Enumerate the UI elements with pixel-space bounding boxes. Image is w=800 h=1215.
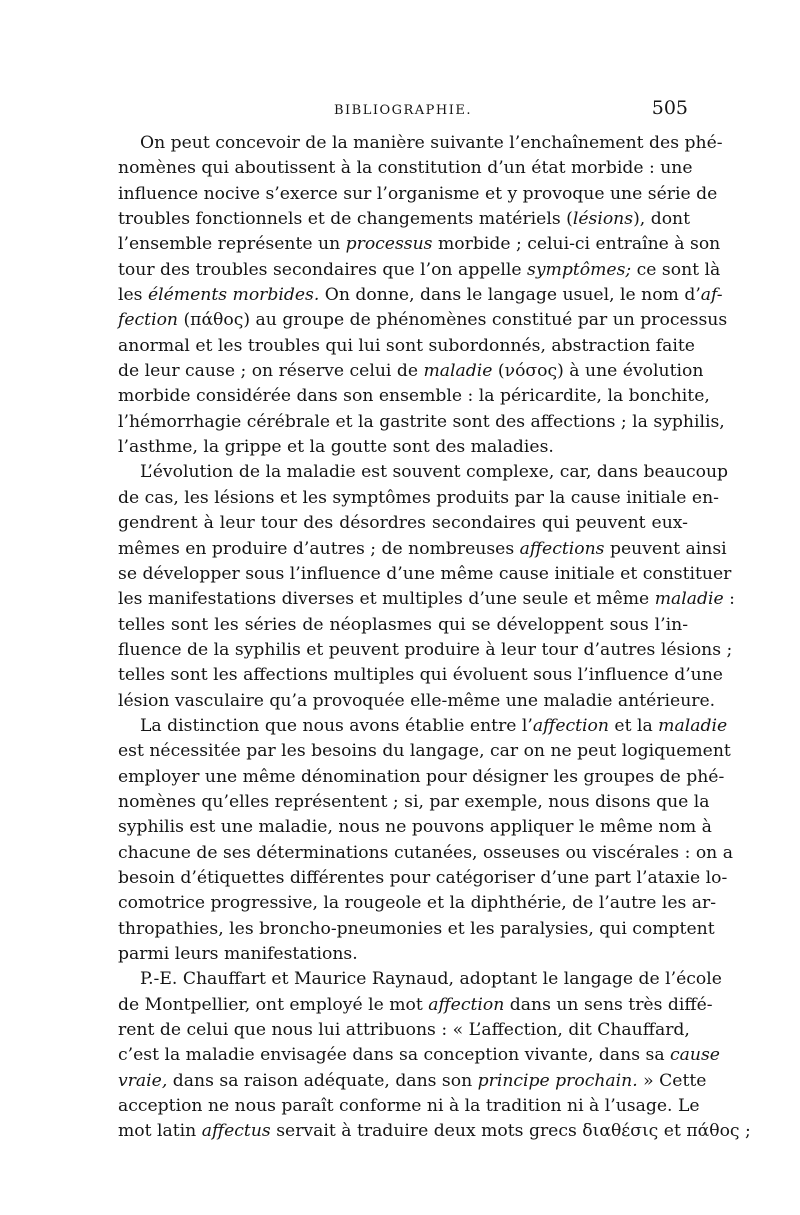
italic-term: affectus (201, 1121, 271, 1142)
text-line (118, 410, 725, 435)
text-line (118, 435, 688, 460)
text-line (118, 308, 728, 333)
text-line (118, 689, 716, 714)
text-line (118, 663, 723, 688)
text-run: On peut concevoir de la manière suivante l’enchaînement des phé- (140, 133, 723, 153)
text-run: : (723, 589, 735, 610)
text-run: comotrice progressive, la rougeole et la diphthérie, de l’autre les ar- (118, 893, 717, 914)
text-run: L’évolution de la maladie est souvent complexe, car, dans beaucoup (140, 462, 729, 483)
text-line (118, 638, 733, 663)
text-line (118, 866, 728, 891)
text-line (118, 156, 693, 181)
text-line (118, 841, 733, 866)
text-run: mot latin (118, 1121, 202, 1142)
italic-term: maladie (658, 715, 728, 736)
page-number: 505 (651, 97, 688, 119)
text-run: l’hémorrhagie cérébrale et la gastrite sont des affections ; la syphilis, (118, 411, 725, 432)
text-line (118, 486, 719, 511)
text-run: est nécessitée par les besoins du langage, car on ne peut logiquement (118, 741, 731, 762)
text-run: dans un sens très diffé- (504, 994, 713, 1015)
text-line (118, 587, 735, 612)
text-run: lésion vasculaire qu’a provoquée elle-même une maladie antérieure. (118, 690, 716, 711)
italic-term: affection (532, 715, 609, 736)
body-text (118, 131, 751, 1145)
text-run: thropathies, les broncho-pneumonies et les paralysies, qui comptent (118, 918, 715, 939)
text-run: servait à traduire deux mots grecs διαθέσις et πάθος ; (270, 1121, 751, 1142)
text-line (118, 942, 688, 967)
text-run: les (118, 285, 148, 306)
text-run: peuvent ainsi (604, 538, 727, 559)
text-run: c’est la maladie envisagée dans sa conception vivante, dans sa (118, 1045, 671, 1066)
text-run: l’ensemble représente un (118, 234, 346, 255)
text-line (118, 1018, 688, 1043)
text-run: de Montpellier, ont employé le mot (118, 994, 429, 1015)
text-run: et la (608, 715, 659, 736)
text-line (118, 790, 710, 815)
paragraph (118, 460, 735, 713)
text-line (118, 917, 715, 942)
italic-term: lésions (572, 209, 634, 230)
text-run: de cas, les lésions et les symptômes produits par la cause initiale en- (118, 487, 719, 508)
italic-term: processus (345, 234, 433, 255)
text-run: (νόσος) à une évolution (492, 361, 704, 382)
italic-term: cause (670, 1045, 720, 1066)
text-line (118, 815, 712, 840)
text-run: » Cette (637, 1070, 707, 1091)
text-run: rent de celui que nous lui attribuons : « L’affection, dit Chauffard, (118, 1020, 690, 1041)
text-run: fluence de la syphilis et peuvent produire à leur tour d’autres lésions ; (118, 639, 733, 660)
text-run: syphilis est une maladie, nous ne pouvons appliquer le même nom à (118, 817, 712, 838)
page-header (118, 97, 688, 123)
text-run: ce sont là (631, 259, 721, 280)
text-line (118, 891, 717, 916)
paragraph (118, 967, 751, 1144)
text-line (118, 258, 721, 283)
text-run: P.-E. Chauffart et Maurice Raynaud, adoptant le langage de l’école (140, 969, 722, 990)
italic-term: affection (428, 994, 505, 1015)
text-run: acception ne nous paraît conforme ni à la tradition ni à l’usage. Le (118, 1096, 700, 1117)
paragraph (118, 714, 733, 967)
text-line (118, 334, 695, 359)
text-run: telles sont les séries de néoplasmes qui se développent sous l’in- (118, 614, 688, 635)
text-run: l’asthme, la grippe et la goutte sont des maladies. (118, 437, 554, 458)
text-run: nomènes qu’elles représentent ; si, par exemple, nous disons que la (118, 791, 710, 812)
italic-term: éléments morbides. (147, 285, 320, 306)
text-run: morbide ; celui-ci entraîne à son (432, 234, 721, 255)
text-line (118, 511, 688, 536)
italic-term: af- (700, 285, 723, 306)
text-line (118, 967, 722, 992)
text-line (118, 207, 691, 232)
text-run: tour des troubles secondaires que l’on appelle (118, 259, 528, 280)
text-run: nomènes qui aboutissent à la constitution d’un état morbide : une (118, 158, 693, 179)
text-run: influence nocive s’exerce sur l’organisme et y provoque une série de (118, 183, 718, 204)
running-head: BIBLIOGRAPHIE. (333, 103, 473, 118)
text-line (118, 537, 727, 562)
text-line (118, 232, 721, 257)
text-line (118, 384, 710, 409)
text-run: telles sont les affections multiples qui évoluent sous l’influence d’une (118, 665, 723, 686)
text-run: de leur cause ; on réserve celui de (118, 361, 424, 382)
text-run: (πάθος) au groupe de phénomènes constitué par un processus (177, 310, 728, 331)
text-line (118, 739, 731, 764)
text-run: On donne, dans le langage usuel, le nom d’ (319, 285, 701, 306)
text-line (118, 182, 718, 207)
text-run: mêmes en produire d’autres ; de nombreuses (118, 538, 520, 559)
text-line (118, 1043, 720, 1068)
text-run: gendrent à leur tour des désordres secondaires qui peuvent eux- (118, 513, 688, 534)
text-run: les manifestations diverses et multiples d’une seule et même (118, 589, 655, 610)
text-line (118, 613, 688, 638)
text-line (118, 714, 728, 739)
text-run: La distinction que nous avons établie entre l’ (140, 715, 533, 736)
text-line (118, 1069, 707, 1094)
text-line (118, 993, 713, 1018)
text-run: anormal et les troubles qui lui sont subordonnés, abstraction faite (118, 335, 695, 356)
italic-term: fection (118, 310, 178, 331)
text-run: se développer sous l’influence d’une même cause initiale et constituer (118, 563, 732, 584)
italic-term: affections (519, 538, 605, 559)
text-run: parmi leurs manifestations. (118, 944, 358, 964)
italic-term: principe prochain. (477, 1070, 638, 1091)
text-line (118, 1094, 700, 1119)
text-line (118, 765, 725, 790)
text-run: ), dont (633, 209, 691, 230)
italic-term: vraie, (118, 1070, 168, 1091)
text-run: besoin d’étiquettes différentes pour catégoriser d’une part l’ataxie lo- (118, 867, 728, 888)
text-run: morbide considérée dans son ensemble : la péricardite, la bonchite, (118, 386, 710, 407)
text-line (118, 562, 732, 587)
text-line (118, 359, 704, 384)
paragraph (118, 131, 728, 460)
text-line (118, 1119, 751, 1144)
text-run: chacune de ses déterminations cutanées, osseuses ou viscérales : on a (118, 842, 733, 863)
text-line (118, 131, 723, 156)
text-line (118, 460, 729, 485)
italic-term: maladie (423, 361, 493, 382)
italic-term: maladie (654, 589, 724, 610)
italic-term: symptômes; (527, 259, 632, 280)
text-run: troubles fonctionnels et de changements matériels ( (118, 209, 573, 230)
text-run: employer une même dénomination pour désigner les groupes de phé- (118, 766, 725, 787)
text-run: dans sa raison adéquate, dans son (167, 1070, 478, 1091)
text-line (118, 283, 723, 308)
